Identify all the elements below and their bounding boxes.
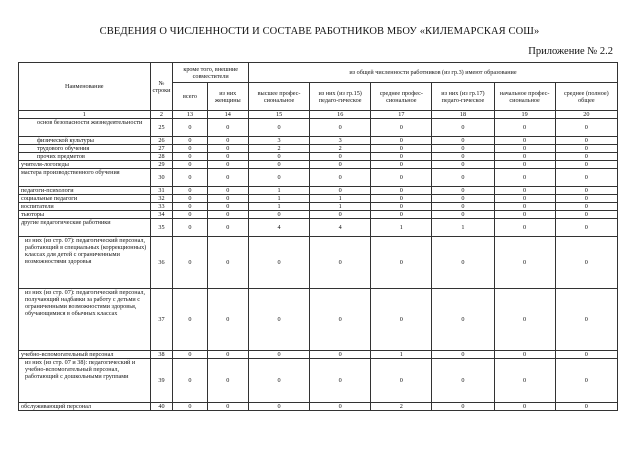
column-number-cell: 14 [207,111,248,119]
row-line-number: 37 [150,289,173,351]
row-value-cell: 0 [310,237,371,289]
column-number-cell: 2 [150,111,173,119]
table-row [19,145,618,153]
row-value-cell: 0 [432,161,494,169]
row-value-cell: 0 [173,403,207,411]
row-value-cell: 0 [555,351,617,359]
header-higher: высшее профес-сиональное [249,83,310,111]
row-value-cell: 0 [555,203,617,211]
row-value-cell: 0 [310,119,371,137]
row-name: тьюторы [19,211,151,219]
row-value-cell: 4 [249,219,310,237]
row-line-number: 25 [150,119,173,137]
row-value-cell: 0 [310,161,371,169]
row-value-cell: 0 [249,351,310,359]
row-name: учителя-логопеды [19,161,151,169]
row-value-cell: 0 [207,219,248,237]
row-value-cell: 1 [249,195,310,203]
row-value-cell: 0 [371,161,432,169]
row-value-cell: 0 [432,289,494,351]
column-number-cell: 18 [432,111,494,119]
header-secondary-ped: из них (из гр.17) педаго-гическое [432,83,494,111]
row-value-cell: 0 [249,211,310,219]
row-value-cell: 0 [173,137,207,145]
row-value-cell: 0 [371,195,432,203]
row-value-cell: 2 [371,403,432,411]
row-value-cell: 0 [249,161,310,169]
row-value-cell: 0 [494,219,555,237]
row-value-cell: 0 [555,169,617,187]
column-number-cell: 15 [249,111,310,119]
header-higher-ped: из них (из гр.15) педаго-гическое [310,83,371,111]
row-value-cell: 0 [432,237,494,289]
row-value-cell: 0 [207,289,248,351]
table-row [19,359,618,403]
row-line-number: 40 [150,403,173,411]
row-value-cell: 0 [249,237,310,289]
row-value-cell: 0 [207,145,248,153]
row-value-cell: 0 [494,187,555,195]
row-value-cell: 0 [207,203,248,211]
row-value-cell: 0 [555,161,617,169]
row-value-cell: 0 [494,153,555,161]
header-initial: начальное профес-сиональное [494,83,555,111]
row-line-number: 27 [150,145,173,153]
row-value-cell: 0 [371,211,432,219]
row-value-cell: 0 [207,237,248,289]
row-value-cell: 0 [173,359,207,403]
row-value-cell: 0 [207,195,248,203]
table-row [19,289,618,351]
appendix-label: Приложение № 2.2 [528,46,613,57]
row-value-cell: 0 [432,153,494,161]
row-line-number: 39 [150,359,173,403]
row-value-cell: 0 [494,351,555,359]
header-group-education: из общей численности работников (из гр.3) имеют образование [249,63,618,83]
row-value-cell: 0 [432,187,494,195]
row-value-cell: 0 [432,211,494,219]
row-value-cell: 0 [555,219,617,237]
row-value-cell: 0 [207,211,248,219]
row-value-cell: 0 [371,289,432,351]
table-row [19,153,618,161]
row-name: трудового обучения [19,145,151,153]
row-value-cell: 0 [173,211,207,219]
document-title: СВЕДЕНИЯ О ЧИСЛЕННОСТИ И СОСТАВЕ РАБОТНИКОВ МБОУ «КИЛЕМАРСКАЯ СОШ» [99,26,540,37]
header-general: среднее (полное) общее [555,83,617,111]
row-value-cell: 0 [207,137,248,145]
row-value-cell: 0 [494,195,555,203]
row-value-cell: 1 [310,195,371,203]
row-name: основ безопасности жизнедеятельности [19,119,151,137]
header-group-besides: кроме того, внешние совместители [173,63,249,83]
row-value-cell: 0 [310,169,371,187]
row-line-number: 35 [150,219,173,237]
row-value-cell: 4 [310,219,371,237]
row-line-number: 28 [150,153,173,161]
row-value-cell: 0 [432,145,494,153]
row-value-cell: 0 [494,119,555,137]
row-value-cell: 1 [432,219,494,237]
column-number-cell: 17 [371,111,432,119]
header-secondary: среднее профес-сиональное [371,83,432,111]
row-name: из них (из стр. 07): педагогический персонал, получающий надбавки за работу с детьми с ограниченными возможностями здоровья, обучающимися в обычных классах [19,289,151,351]
row-value-cell: 0 [207,403,248,411]
row-line-number: 36 [150,237,173,289]
row-line-number: 30 [150,169,173,187]
row-value-cell: 0 [207,161,248,169]
row-name: обслуживающий персонал [19,403,151,411]
row-value-cell: 0 [173,237,207,289]
row-value-cell: 1 [310,203,371,211]
row-value-cell: 1 [249,187,310,195]
row-value-cell: 0 [432,203,494,211]
table-row [19,187,618,195]
row-value-cell: 0 [249,403,310,411]
row-value-cell: 0 [494,289,555,351]
row-value-cell: 0 [432,169,494,187]
table-body [19,119,618,411]
row-value-cell: 0 [432,359,494,403]
row-value-cell: 0 [310,211,371,219]
row-value-cell: 0 [555,145,617,153]
row-name: другие педагогические работники [19,219,151,237]
row-value-cell: 0 [371,187,432,195]
header-total: всего [173,83,207,111]
row-name: прочих предметов [19,153,151,161]
row-value-cell: 0 [494,359,555,403]
header-line-no: № строки [150,63,173,111]
table-row [19,403,618,411]
row-value-cell: 2 [310,145,371,153]
column-number-cell: 20 [555,111,617,119]
row-value-cell: 0 [371,237,432,289]
row-name: из них (из стр. 07 и 38): педагогический и учебно-вспомогательный персонал, работающий с дошкольными группами [19,359,151,403]
row-line-number: 31 [150,187,173,195]
row-value-cell: 0 [173,219,207,237]
row-value-cell: 0 [173,161,207,169]
table-row [19,237,618,289]
row-value-cell: 0 [371,145,432,153]
row-value-cell: 0 [555,119,617,137]
row-value-cell: 0 [207,187,248,195]
row-name: из них (из стр. 07): педагогический персонал, работающий в специальных (коррекционных) классах для детей с ограниченными возможностями здоровья [19,237,151,289]
column-number-row [19,111,618,119]
row-value-cell: 0 [432,403,494,411]
row-value-cell: 0 [310,289,371,351]
row-line-number: 34 [150,211,173,219]
table-row [19,137,618,145]
row-value-cell: 0 [310,351,371,359]
row-value-cell: 0 [173,187,207,195]
row-value-cell: 0 [173,351,207,359]
row-value-cell: 1 [371,351,432,359]
row-value-cell: 0 [555,195,617,203]
row-value-cell: 0 [494,169,555,187]
row-value-cell: 0 [494,237,555,289]
row-line-number: 26 [150,137,173,145]
row-value-cell: 0 [555,359,617,403]
column-number-cell: 1 [19,111,151,119]
row-value-cell: 0 [432,195,494,203]
row-value-cell: 0 [249,359,310,403]
row-value-cell: 0 [432,351,494,359]
row-value-cell: 0 [494,137,555,145]
row-value-cell: 0 [432,119,494,137]
row-value-cell: 0 [207,351,248,359]
row-value-cell: 0 [310,359,371,403]
row-value-cell: 0 [207,119,248,137]
row-line-number: 38 [150,351,173,359]
row-value-cell: 0 [173,195,207,203]
row-value-cell: 0 [494,145,555,153]
row-value-cell: 0 [249,289,310,351]
row-value-cell: 0 [249,119,310,137]
row-name: воспитатели [19,203,151,211]
table-row [19,169,618,187]
table-row [19,219,618,237]
table-row [19,195,618,203]
row-value-cell: 0 [555,289,617,351]
row-value-cell: 0 [371,153,432,161]
row-value-cell: 0 [173,203,207,211]
staff-table [18,62,618,411]
row-value-cell: 0 [494,403,555,411]
row-value-cell: 3 [310,137,371,145]
row-name: социальные педагоги [19,195,151,203]
header-name: Наименование [19,63,151,111]
row-value-cell: 0 [249,153,310,161]
row-value-cell: 0 [173,119,207,137]
header-women: из них женщины [207,83,248,111]
row-value-cell: 0 [207,169,248,187]
table-row [19,203,618,211]
row-name: учебно-вспомогательный персонал [19,351,151,359]
row-line-number: 33 [150,203,173,211]
row-value-cell: 0 [173,289,207,351]
row-value-cell: 2 [249,145,310,153]
row-value-cell: 0 [555,137,617,145]
column-number-cell: 16 [310,111,371,119]
row-value-cell: 1 [371,219,432,237]
row-value-cell: 0 [310,187,371,195]
table-row [19,351,618,359]
row-value-cell: 0 [555,211,617,219]
row-value-cell: 0 [249,169,310,187]
column-number-cell: 19 [494,111,555,119]
row-value-cell: 0 [555,237,617,289]
row-value-cell: 0 [173,145,207,153]
table-row [19,211,618,219]
row-value-cell: 0 [207,359,248,403]
row-value-cell: 0 [310,153,371,161]
table-row [19,161,618,169]
row-line-number: 29 [150,161,173,169]
column-number-cell: 13 [173,111,207,119]
row-value-cell: 0 [494,161,555,169]
row-name: мастера производственного обучения [19,169,151,187]
row-value-cell: 0 [371,169,432,187]
row-value-cell: 0 [555,403,617,411]
row-name: физической культуры [19,137,151,145]
row-value-cell: 3 [249,137,310,145]
row-value-cell: 0 [555,153,617,161]
row-value-cell: 0 [371,137,432,145]
row-value-cell: 0 [310,403,371,411]
row-value-cell: 1 [249,203,310,211]
row-value-cell: 0 [371,119,432,137]
table-row [19,119,618,137]
row-value-cell: 0 [555,187,617,195]
row-value-cell: 0 [371,359,432,403]
row-value-cell: 0 [494,211,555,219]
row-line-number: 32 [150,195,173,203]
row-value-cell: 0 [207,153,248,161]
row-value-cell: 0 [173,153,207,161]
row-value-cell: 0 [432,137,494,145]
row-name: педагоги-психологи [19,187,151,195]
row-value-cell: 0 [494,203,555,211]
row-value-cell: 0 [173,169,207,187]
row-value-cell: 0 [371,203,432,211]
